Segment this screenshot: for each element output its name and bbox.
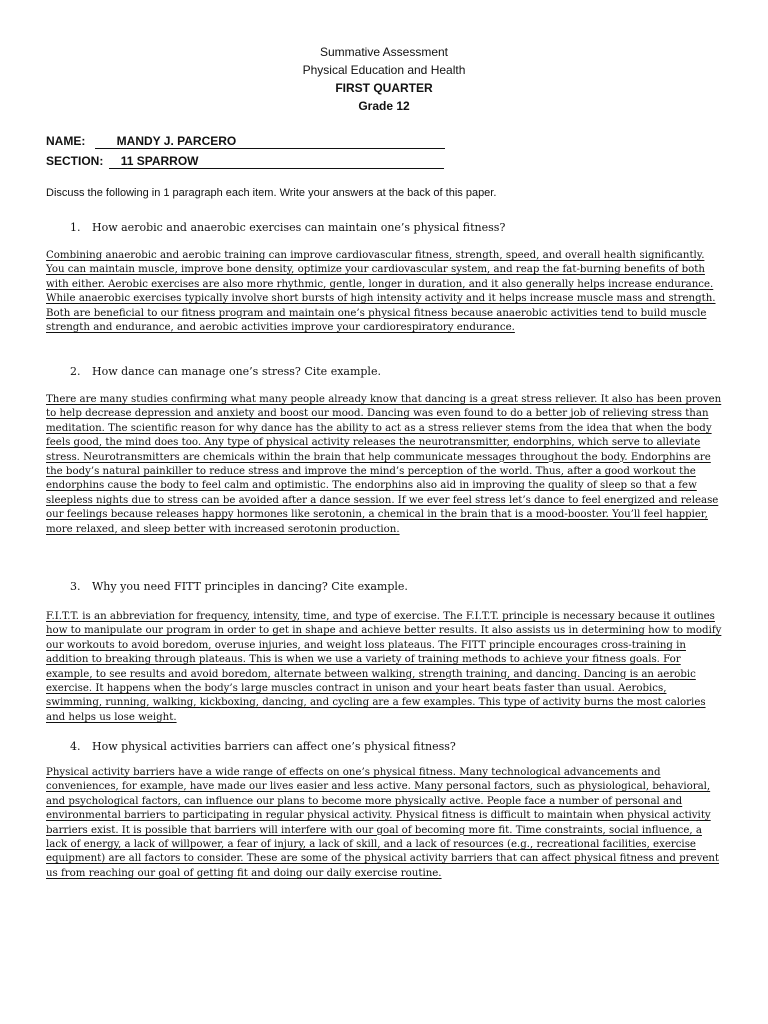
question-4	[70, 740, 730, 754]
answer-3	[46, 610, 722, 725]
header-subject: Physical Education and Health	[302, 63, 466, 77]
question-number: 4.	[70, 740, 81, 753]
question-text: How aerobic and anaerobic exercises can maintain one’s physical fitness?	[92, 221, 506, 234]
section-field	[46, 153, 444, 169]
question-text: How physical activities barriers can affect one’s physical fitness?	[92, 740, 456, 753]
question-number: 3.	[70, 580, 81, 593]
instructions: Discuss the following in 1 paragraph each item. Write your answers at the back of this paper.	[46, 187, 497, 199]
answer-text: Physical activity barriers have a wide range of effects on one’s physical fitness. Many technological advancements and conveniences, for example, have made our lives easier and less active. Many personal factors, such as physiological, behavioral, and psychological factors, can influence our plans to become more physically active. People face a number of personal and environmental barriers to participating in regular physical activity. Physical fitness is difficult to maintain when physical activity barriers exist. It is possible that barriers will interfere with our goal of becoming more fit. Time constraints, social influence, a lack of energy, a lack of willpower, a fear of injury, a lack of skill, and a lack of resources (e.g., recreational facilities, exercise equipment) are all factors to consider. These are some of the physical activity barriers that can affect physical fitness and prevent us from reaching our goal of getting fit and doing our daily exercise routine.	[46, 767, 720, 879]
question-1	[70, 221, 730, 235]
question-3	[70, 580, 730, 594]
name-field	[46, 133, 445, 149]
answer-text: Combining anaerobic and aerobic training can improve cardiovascular fitness, strength, speed, and overall health significantly. You can maintain muscle, improve bone density, optimize your cardiovascular system, and reap the fat-burning benefits of both with either. Aerobic exercises are also more rhythmic, gentle, longer in duration, and it also generally helps increase endurance. While anaerobic exercises typically involve short bursts of high intensity activity and it helps increase muscle mass and strength. Both are beneficial to our fitness program and maintain one’s physical fitness because anaerobic activities tend to build muscle strength and endurance, and aerobic activities improve your cardiorespiratory endurance.	[46, 250, 716, 334]
section-label: SECTION:	[46, 154, 104, 168]
document-header	[0, 43, 768, 115]
section-value: 11 SPARROW	[109, 154, 444, 169]
name-value: MANDY J. PARCERO	[95, 134, 445, 149]
header-quarter: FIRST QUARTER	[335, 81, 433, 95]
header-grade: Grade 12	[358, 99, 410, 113]
question-number: 2.	[70, 365, 81, 378]
question-text: Why you need FITT principles in dancing? Cite example.	[92, 580, 408, 593]
question-text: How dance can manage one’s stress? Cite example.	[92, 365, 381, 378]
answer-text: There are many studies confirming what many people already know that dancing is a great stress reliever. It also has been proven to help decrease depression and anxiety and boost our mood. Dancing was even found to do a better job of relieving stress than meditation. The scientific reason for why dance has the ability to act as a stress reliever stems from the idea that when the body feels good, the mind does too. Any type of physical activity releases the neurotransmitter, endorphins, which serve to alleviate stress. Neurotransmitters are chemicals within the brain that help communicate messages throughout the body. Endorphins are the body’s natural painkiller to reduce stress and improve the mind’s perception of the world. Thus, after a good workout the endorphins cause the body to feel calm and optimistic. The endorphins also aid in improving the quality of sleep so that a few sleepless nights due to stress can be avoided after a dance session. If we ever feel stress let’s dance to feel energized and release our feelings because releases happy hormones like serotonin, a chemical in the brain that is a mood-booster. You’ll feel happier, more relaxed, and sleep better with increased serotonin production.	[46, 394, 722, 535]
answer-2	[46, 393, 722, 537]
question-number: 1.	[70, 221, 81, 234]
name-label: NAME:	[46, 134, 86, 148]
header-title: Summative Assessment	[319, 45, 449, 59]
answer-text: F.I.T.T. is an abbreviation for frequency, intensity, time, and type of exercise. The F.I.T.T. principle is necessary because it outlines how to manipulate our program in order to get in shape and achieve better results. It also assists us in determining how to modify our workouts to avoid boredom, overuse injuries, and weight loss plateaus. The FITT principle encourages cross-training in addition to breaking through plateaus. This is when we use a variety of training methods to achieve your fitness goals. For example, to see results and avoid boredom, alternate between walking, strength training, and dancing. Dancing is an aerobic exercise. It happens when the body’s large muscles contract in unison and your heart beats faster than usual. Aerobics, swimming, running, walking, kickboxing, dancing, and cycling are a few examples. This type of activity burns the most calories and helps us lose weight.	[46, 611, 722, 723]
answer-4	[46, 766, 722, 881]
question-2	[70, 365, 730, 379]
answer-1	[46, 249, 722, 335]
